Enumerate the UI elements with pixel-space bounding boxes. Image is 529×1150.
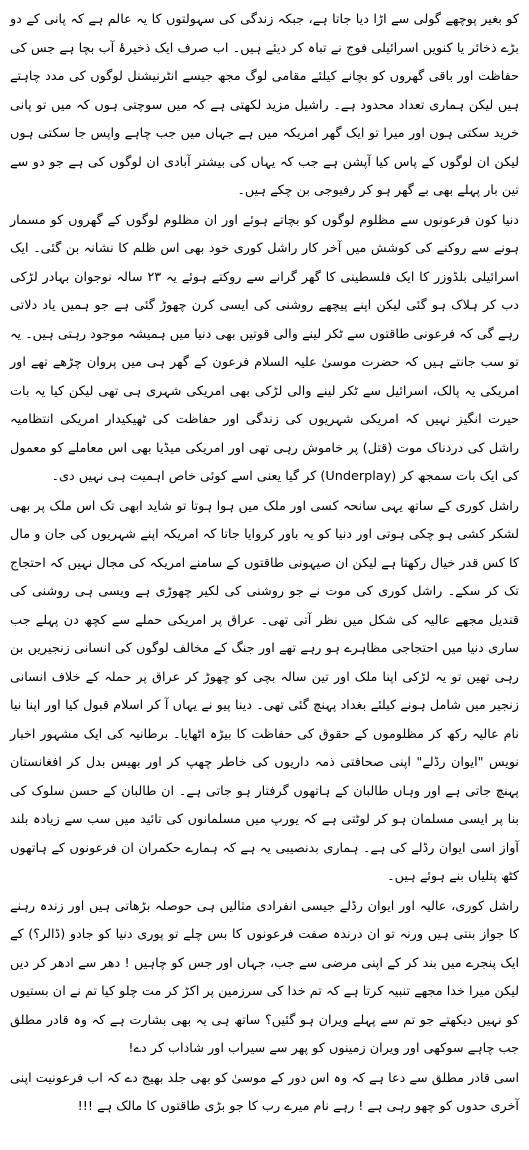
paragraph: راشل کوری کے ساتھ یہی سانحہ کسی اور ملک میں ہوا ہوتا تو شاید ابھی تک اس ملک پر بھی لشکر کشی ہو چکی ہوتی اور دنیا کو یہ باور کروایا جاتا کہ امریکہ اپنے شہریوں کی جان و مال کا کس قدر خیال رکھتا ہے لیکن ان صیہونی طاقتوں کے سامنے امریکہ کی مجال نہیں کہ احتجاج تک کر سکے۔ راشل کوری کی موت نے جو روشنی کی لکیر چھوڑی ہے ویسی ہی روشنی کی قندیل مجھے عالیہ کی شکل میں نظر آتی تھی۔ عراق پر امریکی حملے سے کچھ دن پہلے جب ساری دنیا میں احتجاجی مظاہرے ہو رہے تھے اور جنگ کے مخالف لوگوں کی انسانی زنجیریں بن رہی تھیں تو یہ لڑکی اپنا ملک اور تین سالہ بچی کو چھوڑ کر عراق پر حملہ کے خلاف انسانی زنجیر میں شامل ہونے کیلئے بغداد پہنچ گئی تھی۔ دینا پیو نے یہاں آ کر اسلام قبول کیا اور اپنا نیا نام عالیہ رکھ کر مظلوموں کے حقوق کی حفاظت کا بیڑہ اٹھایا۔ برطانیہ کی ایک مشہور اخبار نویس "ایوان رڈلے" اپنی صحافتی ذمہ داریوں کی خاطر چھپ کر اور بھیس بدل کر افغانستان پہنچ جاتی ہے اور وہاں طالبان کے ہاتھوں گرفتار ہو جاتی ہے۔ ان طالبان کے حسن سلوک کی بنا پر ایسی مسلمان ہو کر لوٹتی ہے کہ یورپ میں مسلمانوں کی تائید میں سب سے زیادہ بلند آواز اسی ایوان رڈلے کی ہے۔ ہماری بدنصیبی یہ ہے کہ ہمارے حکمران ان فرعونوں کے ہاتھوں کٹھ پتلیاں بنے ہوئے ہیں۔ — [10, 498, 519, 884]
paragraph: دنیا کون فرعونوں سے مظلوم لوگوں کو بچاتے ہوئے اور ان مظلوم لوگوں کے گھروں کو مسمار ہونے سے روکنے کی کوشش میں آخر کار راشل کوری خود بھی اس ظلم کا نشانہ بن گئی۔ ایک اسرائیلی بلڈوزر کا ایک فلسطینی کا گھر گرانے سے روکتے ہوئے یہ ۲۳ سالہ نوجوان بہادر لڑکی دب کر ہلاک ہو گئی لیکن اپنے پیچھے روشنی کی ایسی کرن چھوڑ گئی ہے جو ہمیں یاد دلاتی رہے گی کہ فرعونی طاقتوں سے ٹکر لینے والی قوتیں بھی دنیا میں ہمیشہ موجود رہتی ہیں۔ یہ تو سب جانتے ہیں کہ حضرت موسیٰ علیہ السلام فرعون کے گھر ہی میں پروان چڑھے تھے اور امریکی یہ پالک، اسرائیل سے ٹکر لینے والی لڑکی بھی امریکی شہری ہی تھی لیکن کیا یہ بات حیرت انگیز نہیں کہ امریکی شہریوں کی زندگی اور حفاظت کی ٹھیکیدار امریکی انتظامیہ راشل کی دردناک موت (قتل) پر خاموش رہی تھی اور امریکی میڈیا بھی اس معاملے کو معمول کی ایک بات سمجھ کر (Underplay) کر گیا یعنی اسے کوئی خاص اہمیت ہی نہیں دی۔ — [10, 212, 519, 484]
paragraph: کو بغیر پوچھے گولی سے اڑا دیا جاتا ہے، جبکہ زندگی کی سہولتوں کا یہ عالم ہے کہ پانی کے دو بڑے ذخائر یا کنویں اسرائیلی فوج نے تباہ کر دیئے ہیں۔ اب صرف ایک ذخیرۂ آب بچا ہے جس کی حفاظت اور باقی گھروں کو بچانے کیلئے مقامی لوگ مجھ جیسے انٹرنیشنل لوگوں کی مدد چاہتے ہیں لیکن ہماری تعداد محدود ہے۔ راشیل مزید لکھتی ہے کہ میں سوچتی ہوں کہ میں تو پانی خرید سکتی ہوں اور میرا تو ایک گھر امریکہ میں ہے جہاں میں جب چاہے واپس جا سکتی ہوں لیکن ان لوگوں کے پاس کیا آپشن ہے جب کہ یہاں کی بیشتر آبادی ان لوگوں کی ہے جو دو سے تین بار پہلے بھی بے گھر ہو کر رفیوجی بن چکے ہیں۔ — [10, 12, 519, 198]
paragraph: اسی قادر مطلق سے دعا ہے کہ وہ اس دور کے موسیٰ کو بھی جلد بھیج دے کہ اب فرعونیت اپنی آخری حدوں کو چھو رہی ہے ! رہے نام میرے رب کا جو بڑی طاقتوں کا مالک ہے !!! — [10, 1070, 519, 1114]
paragraph: راشل کوری، عالیہ اور ایوان رڈلے جیسی انفرادی مثالیں ہی حوصلہ بڑھاتی ہیں اور زندہ رہنے کا جواز بنتی ہیں ورنہ تو ان درندہ صفت فرعونوں کا بس چلے تو پوری دنیا کو جادو (ڈالر؟) کے ایک پنجرے میں بند کر کے اپنی مرضی سے جب، جہاں اور جس کو چاہیں ! دھر سے ادھر کر دیں لیکن میرا خدا مجھے تنبیہ کرتا ہے کہ تم خدا کی سرزمین پر اکڑ کر مت چلو کیا تم نے ان بستیوں کو نہیں دیکھتے جو تم سے پہلے ویران ہو گئیں؟ ساتھ ہی یہ بھی بشارت ہے کہ وہ قادر مطلق جب چاہے سوکھی اور ویران زمینوں کو پھر سے سیراب اور شاداب کر دے! — [10, 898, 519, 1056]
